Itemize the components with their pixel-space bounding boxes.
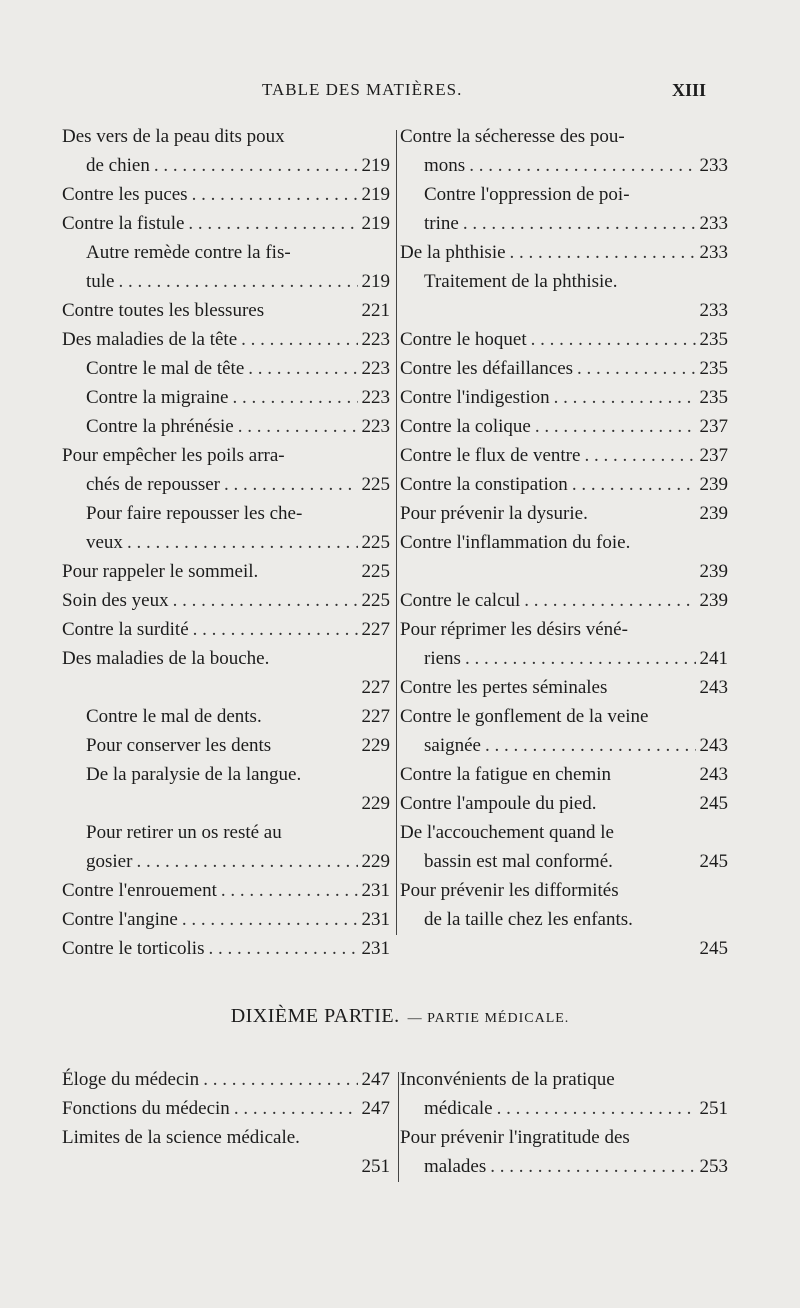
dot-leader <box>572 470 696 499</box>
page-title: TABLE DES MATIÈRES. <box>262 80 463 99</box>
toc-entry-page: 231 <box>361 938 390 959</box>
toc-entry-title: Contre toutes les blessures <box>62 300 265 321</box>
toc-entry-page: 219 <box>361 184 390 205</box>
toc-entry <box>400 499 728 528</box>
toc-right-column-top <box>400 122 728 963</box>
page-number: XIII <box>672 80 707 100</box>
toc-entry-title: Contre l'inflammation du foie. <box>400 532 631 553</box>
toc-entry-title: Contre les défaillances <box>400 358 574 379</box>
toc-entry <box>400 876 728 905</box>
toc-entry-page: 225 <box>361 532 390 553</box>
toc-right-column-bottom <box>400 1065 728 1181</box>
toc-entry-title: Contre la phrénésie <box>86 416 234 437</box>
toc-entry-title: Pour empêcher les poils arra- <box>62 445 285 466</box>
toc-entry <box>62 1065 390 1094</box>
toc-entry-page: 243 <box>699 735 728 756</box>
toc-entry-page: 253 <box>699 1156 728 1177</box>
toc-entry <box>400 209 728 238</box>
toc-entry <box>62 238 390 267</box>
toc-entry-page: 229 <box>361 735 390 756</box>
toc-entry <box>62 122 390 151</box>
toc-entry <box>62 557 390 586</box>
toc-entry <box>62 760 390 789</box>
dot-leader <box>238 412 358 441</box>
dot-leader <box>248 354 357 383</box>
toc-entry-page: 233 <box>699 242 728 263</box>
toc-entry <box>400 818 728 847</box>
dot-leader <box>182 905 358 934</box>
toc-entry-page: 237 <box>699 445 728 466</box>
toc-entry <box>400 1094 728 1123</box>
toc-entry-title: Éloge du médecin <box>62 1069 200 1090</box>
dot-leader <box>465 644 696 673</box>
toc-entry <box>62 151 390 180</box>
toc-entry-title: Contre l'indigestion <box>400 387 550 408</box>
toc-entry-title: de la taille chez les enfants. <box>424 909 633 930</box>
toc-entry-page: 235 <box>699 358 728 379</box>
toc-entry-title: veux <box>86 532 123 553</box>
toc-entry-title: Inconvénients de la pratique <box>400 1069 615 1090</box>
toc-entry-page: 219 <box>361 271 390 292</box>
toc-entry-title: Contre la fistule <box>62 213 185 234</box>
toc-entry-page: 225 <box>361 590 390 611</box>
toc-entry-page: 243 <box>699 677 728 698</box>
toc-entry-page: 231 <box>361 909 390 930</box>
dot-leader <box>221 876 358 905</box>
dot-leader <box>224 470 357 499</box>
toc-entry-page: 251 <box>361 1156 390 1177</box>
toc-entry-title: De l'accouchement quand le <box>400 822 614 843</box>
toc-entry <box>62 209 390 238</box>
toc-entry-title: Contre le hoquet <box>400 329 527 350</box>
toc-entry <box>400 934 728 963</box>
toc-entry-page: 231 <box>361 880 390 901</box>
toc-entry-page: 245 <box>699 793 728 814</box>
toc-entry-title: médicale <box>424 1098 493 1119</box>
toc-entry <box>62 470 390 499</box>
dot-leader <box>234 1094 358 1123</box>
toc-entry-title: Contre l'angine <box>62 909 178 930</box>
toc-entry <box>400 296 728 325</box>
toc-entry-title: Pour réprimer les désirs véné- <box>400 619 628 640</box>
toc-entry <box>62 615 390 644</box>
toc-entry-page: 223 <box>361 387 390 408</box>
toc-entry-title: Contre la sécheresse des pou- <box>400 126 625 147</box>
toc-entry <box>62 499 390 528</box>
column-divider-top <box>396 130 397 935</box>
toc-entry <box>62 354 390 383</box>
toc-entry <box>62 818 390 847</box>
toc-entry <box>62 644 390 673</box>
toc-entry-page: 251 <box>699 1098 728 1119</box>
toc-entry-title: tule <box>86 271 115 292</box>
toc-entry-page: 235 <box>699 329 728 350</box>
toc-entry <box>62 847 390 876</box>
toc-entry-page: 239 <box>699 561 728 582</box>
toc-entry <box>62 586 390 615</box>
dot-leader <box>584 441 695 470</box>
toc-entry <box>400 470 728 499</box>
toc-entry-page: 223 <box>361 416 390 437</box>
toc-entry <box>400 528 728 557</box>
toc-left-column-top <box>62 122 390 963</box>
toc-entry-title: Pour prévenir l'ingratitude des <box>400 1127 630 1148</box>
toc-entry-page: 233 <box>699 213 728 234</box>
dot-leader <box>173 586 358 615</box>
toc-entry <box>400 354 728 383</box>
toc-entry-page: 219 <box>361 155 390 176</box>
toc-entry-title: Contre la colique <box>400 416 531 437</box>
toc-entry-title: Autre remède contre la fis- <box>86 242 291 263</box>
toc-entry-title: Pour faire repousser les che- <box>86 503 303 524</box>
toc-entry-title: Contre la constipation <box>400 474 568 495</box>
toc-entry-title: Contre le flux de ventre <box>400 445 581 466</box>
toc-entry-page: 243 <box>699 764 728 785</box>
toc-entry-title: Pour rappeler le sommeil. <box>62 561 259 582</box>
toc-entry <box>62 325 390 354</box>
toc-entry-page: 233 <box>699 300 728 321</box>
toc-entry <box>400 673 728 702</box>
toc-entry-title: Des vers de la peau dits poux <box>62 126 285 147</box>
toc-entry <box>62 934 390 963</box>
toc-entry <box>62 876 390 905</box>
dot-leader <box>490 1152 695 1181</box>
toc-entry <box>400 702 728 731</box>
toc-entry <box>62 1152 390 1181</box>
toc-entry-page: 239 <box>699 503 728 524</box>
dot-leader <box>136 847 357 876</box>
toc-entry-page: 247 <box>361 1098 390 1119</box>
toc-entry <box>400 383 728 412</box>
dot-leader <box>554 383 696 412</box>
toc-entry-page: 235 <box>699 387 728 408</box>
toc-entry-title: Contre le mal de dents. <box>86 706 262 727</box>
dot-leader <box>524 586 695 615</box>
toc-entry-title: Contre l'enrouement <box>62 880 217 901</box>
toc-entry-page: 229 <box>361 851 390 872</box>
section-subtitle: — PARTIE MÉDICALE. <box>407 1011 570 1026</box>
toc-entry <box>400 122 728 151</box>
dot-leader <box>193 615 358 644</box>
toc-entry <box>400 789 728 818</box>
toc-entry-title: gosier <box>86 851 133 872</box>
toc-entry <box>62 673 390 702</box>
toc-entry-title: riens <box>424 648 461 669</box>
dot-leader <box>535 412 696 441</box>
toc-entry-title: Contre le torticolis <box>62 938 205 959</box>
toc-entry-title: Pour prévenir les difformités <box>400 880 619 901</box>
toc-entry-page: 219 <box>361 213 390 234</box>
toc-entry-title: Soin des yeux <box>62 590 169 611</box>
toc-entry-title: bassin est mal conformé. <box>424 851 613 872</box>
toc-entry <box>400 325 728 354</box>
toc-entry-title: Pour conserver les dents <box>86 735 272 756</box>
toc-entry-title: Fonctions du médecin <box>62 1098 230 1119</box>
section-heading <box>0 1005 800 1028</box>
toc-entry-title: mons <box>424 155 466 176</box>
toc-entry-page: 227 <box>361 706 390 727</box>
toc-entry-title: Contre le calcul <box>400 590 521 611</box>
toc-entry-page: 227 <box>361 677 390 698</box>
column-divider-bottom <box>398 1072 399 1182</box>
toc-entry <box>400 1152 728 1181</box>
toc-entry <box>400 1123 728 1152</box>
toc-entry-title: Pour prévenir la dysurie. <box>400 503 588 524</box>
toc-entry-page: 239 <box>699 474 728 495</box>
toc-entry-page: 241 <box>699 648 728 669</box>
toc-entry-title: saignée <box>424 735 481 756</box>
toc-entry <box>62 528 390 557</box>
toc-entry-title: Contre le gonflement de la veine <box>400 706 649 727</box>
toc-entry-page: 223 <box>361 358 390 379</box>
toc-entry-title: Contre l'ampoule du pied. <box>400 793 597 814</box>
running-header <box>0 80 800 110</box>
toc-entry <box>400 731 728 760</box>
dot-leader <box>463 209 696 238</box>
toc-entry-title: Contre les puces <box>62 184 188 205</box>
dot-leader <box>241 325 357 354</box>
toc-entry-page: 221 <box>361 300 390 321</box>
toc-entry-title: Contre la surdité <box>62 619 189 640</box>
toc-entry-title: Contre le mal de tête <box>86 358 245 379</box>
toc-entry <box>400 905 728 934</box>
toc-entry <box>62 441 390 470</box>
dot-leader <box>119 267 358 296</box>
toc-entry-title: Contre les pertes séminales <box>400 677 608 698</box>
toc-entry-title: Limites de la science médicale. <box>62 1127 300 1148</box>
toc-entry-page: 225 <box>361 474 390 495</box>
dot-leader <box>188 209 357 238</box>
toc-entry <box>62 296 390 325</box>
dot-leader <box>510 238 696 267</box>
toc-entry <box>400 267 728 296</box>
toc-entry-title: chés de repousser <box>86 474 221 495</box>
toc-entry <box>400 586 728 615</box>
section-title: DIXIÈME PARTIE. <box>230 1005 400 1027</box>
dot-leader <box>208 934 357 963</box>
dot-leader <box>577 354 695 383</box>
toc-entry-title: Contre l'oppression de poi- <box>424 184 630 205</box>
toc-entry <box>400 760 728 789</box>
dot-leader <box>232 383 357 412</box>
toc-entry-title: Contre la fatigue en chemin <box>400 764 612 785</box>
toc-entry-page: 225 <box>361 561 390 582</box>
toc-entry <box>400 644 728 673</box>
toc-entry-title: malades <box>424 1156 487 1177</box>
dot-leader <box>127 528 358 557</box>
toc-entry-title: Traitement de la phthisie. <box>424 271 618 292</box>
toc-entry <box>400 615 728 644</box>
toc-entry <box>62 412 390 441</box>
dot-leader <box>469 151 695 180</box>
toc-entry-page: 237 <box>699 416 728 437</box>
toc-entry-page: 223 <box>361 329 390 350</box>
toc-entry-page: 229 <box>361 793 390 814</box>
toc-entry <box>62 905 390 934</box>
toc-entry-title: Des maladies de la tête <box>62 329 238 350</box>
toc-entry <box>400 847 728 876</box>
toc-entry-page: 227 <box>361 619 390 640</box>
toc-entry <box>62 180 390 209</box>
toc-entry-title: trine <box>424 213 459 234</box>
toc-entry <box>400 238 728 267</box>
toc-entry-title: Pour retirer un os resté au <box>86 822 282 843</box>
toc-entry-page: 245 <box>699 851 728 872</box>
toc-entry <box>62 1094 390 1123</box>
toc-entry <box>62 267 390 296</box>
toc-entry <box>62 731 390 760</box>
dot-leader <box>154 151 358 180</box>
toc-left-column-bottom <box>62 1065 390 1181</box>
toc-entry <box>62 383 390 412</box>
toc-entry <box>400 412 728 441</box>
dot-leader <box>192 180 358 209</box>
toc-entry-page: 239 <box>699 590 728 611</box>
dot-leader <box>497 1094 696 1123</box>
toc-entry-page: 247 <box>361 1069 390 1090</box>
toc-entry-title: De la phthisie <box>400 242 506 263</box>
dot-leader <box>203 1065 357 1094</box>
dot-leader <box>485 731 696 760</box>
toc-entry <box>62 789 390 818</box>
toc-entry-page: 245 <box>699 938 728 959</box>
toc-entry-title: Contre la migraine <box>86 387 229 408</box>
toc-entry-page: 233 <box>699 155 728 176</box>
toc-entry <box>62 1123 390 1152</box>
toc-entry-title: de chien <box>86 155 150 176</box>
toc-entry <box>400 557 728 586</box>
toc-entry <box>400 180 728 209</box>
toc-entry <box>400 151 728 180</box>
toc-entry-title: De la paralysie de la langue. <box>86 764 302 785</box>
toc-entry-title: Des maladies de la bouche. <box>62 648 270 669</box>
dot-leader <box>531 325 696 354</box>
toc-entry <box>400 441 728 470</box>
toc-entry <box>62 702 390 731</box>
toc-entry <box>400 1065 728 1094</box>
